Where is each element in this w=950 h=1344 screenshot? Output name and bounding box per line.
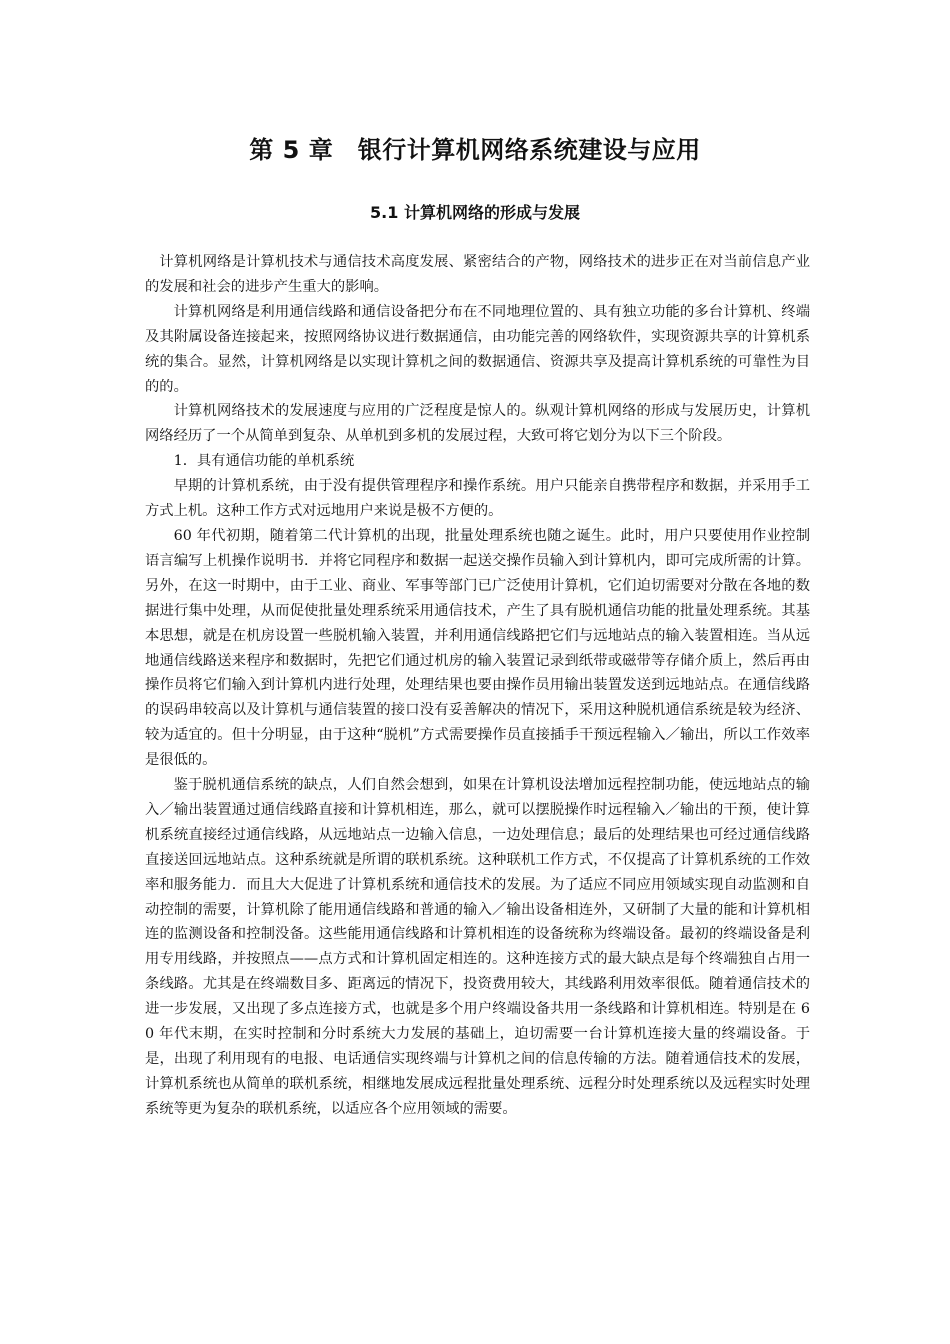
paragraph-development-stages: 计算机网络技术的发展速度与应用的广泛程度是惊人的。纵观计算机网络的形成与发展历史，计算机网络经历了一个从简单到复杂、从单机到多机的发展过程，大致可将它划分为以下三个阶段。: [145, 403, 810, 445]
paragraph-definition: 计算机网络是利用通信线路和通信设备把分布在不同地理位置的、具有独立功能的多台计算机、终端及其附属设备连接起来，按照网络协议进行数据通信，由功能完善的网络软件，实现资源共享的计算机系统的集合。显然，计算机网络是以实现计算机之间的数据通信、资源共享及提高计算机系统的可靠性为目的的。: [145, 303, 810, 395]
body-text: [145, 250, 810, 1122]
paragraph-intro: 计算机网络是计算机技术与通信技术高度发展、紧密结合的产物，网络技术的进步正在对当前信息产业的发展和社会的进步产生重大的影响。: [145, 254, 810, 295]
paragraph-batch-processing: 60 年代初期，随着第二代计算机的出现，批量处理系统也随之诞生。此时，用户只要使用作业控制语言编写上机操作说明书．并将它同程序和数据一起送交操作员输入到计算机内，即可完成所需的计算。另外，在这一时期中，由于工业、商业、军事等部门已广泛使用计算机，它们迫切需要对分散在各地的数据进行集中处理，从而促使批量处理系统采用通信技术，产生了具有脱机通信功能的批量处理系统。其基本思想，就是在机房设置一些脱机输入装置，并利用通信线路把它们与远地站点的输入装置相连。当从远地通信线路送来程序和数据时，先把它们通过机房的输入装置记录到纸带或磁带等存储介质上，然后再由操作员将它们输入到计算机内进行处理，处理结果也要由操作员用输出装置发送到远地站点。在通信线路的误码串较高以及计算机与通信装置的接口没有妥善解决的情况下，采用这种脱机通信系统是较为经济、较为适宜的。但十分明显，由于这种“脱机”方式需要操作员直接插手干预远程输入／输出，所以工作效率是很低的。: [145, 527, 810, 769]
section-title: 5.1 计算机网络的形成与发展: [370, 203, 580, 222]
chapter-title: 第 5 章 银行计算机网络系统建设与应用: [249, 136, 701, 164]
paragraph-online-systems: 鉴于脱机通信系统的缺点，人们自然会想到，如果在计算机设法增加远程控制功能，使远地站点的输入／输出装置通过通信线路直接和计算机相连，那么，就可以摆脱操作时远程输入／输出的干预，使计算机系统直接经过通信线路，从远地站点一边输入信息，一边处理信息；最后的处理结果也可经过通信线路直接送回远地站点。这种系统就是所谓的联机系统。这种联机工作方式，不仅提高了计算机系统的工作效率和服务能力．而且大大促进了计算机系统和通信技术的发展。为了适应不同应用领域实现自动监测和自动控制的需要，计算机除了能用通信线路和普通的输入／输出设备相连外，又研制了大量的能和计算机相连的监测设备和控制没备。这些能用通信线路和计算机相连的设备统称为终端设备。最初的终端设备是利用专用线路，并按照点——点方式和计算机固定相连的。这种连接方式的最大缺点是每个终端独自占用一条线路。尤其是在终端数目多、距离远的情况下，投资费用较大，其线路利用效率很低。随着通信技术的进一步发展，又出现了多点连接方式，也就是多个用户终端设备共用一条线路和计算机相连。特别是在 60 年代末期，在实时控制和分时系统大力发展的基础上，迫切需要一台计算机连接大量的终端设备。于是，出现了利用现有的电报、电话通信实现终端与计算机之间的信息传输的方法。随着通信技术的发展，计算机系统也从简单的联机系统，相继地发展成远程批量处理系统、远程分时处理系统以及远程实时处理系统等更为复杂的联机系统，以适应各个应用领域的需要。: [145, 777, 810, 1117]
paragraph-early-systems: 早期的计算机系统，由于没有提供管理程序和操作系统。用户只能亲自携带程序和数据，并采用手工方式上机。这种工作方式对远地用户来说是极不方便的。: [145, 478, 810, 520]
subheading-single-machine-system: 1．具有通信功能的单机系统: [173, 453, 355, 470]
